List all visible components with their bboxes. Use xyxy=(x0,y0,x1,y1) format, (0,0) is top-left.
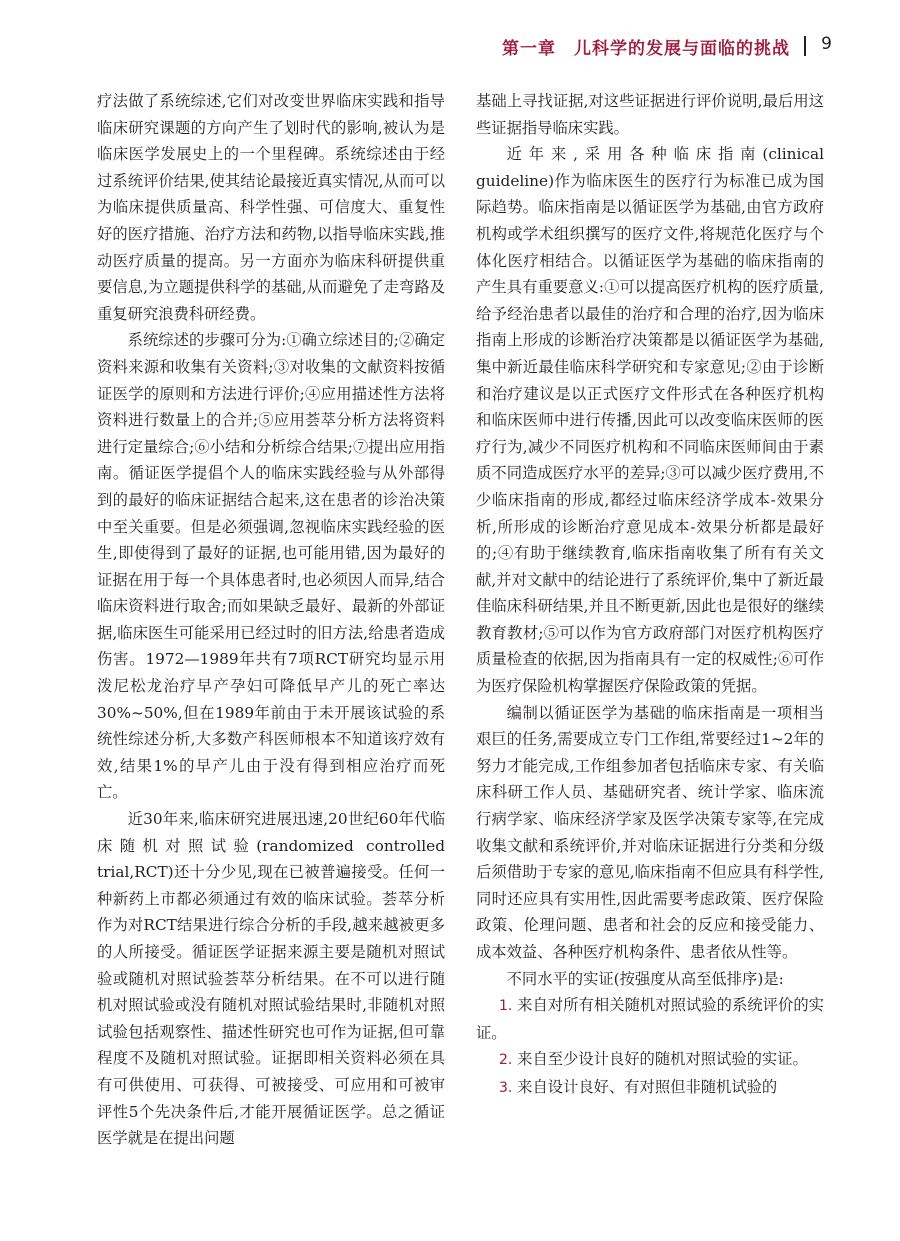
paragraph: 疗法做了系统综述,它们对改变世界临床实践和指导临床研究课题的方向产生了划时代的影响,被认为是临床医学发展史上的一个里程碑。系统综述由于经过系统评价结果,使其结论最接近真实情况,从而可以为临床提供质量高、科学性强、可信度大、重复性好的医疗措施、治疗方法和药物,以指导临床实践,推动医疗质量的提高。另一方面亦为临床科研提供重要信息,为立题提供科学的基础,从而避免了走弯路及重复研究浪费科研经费。 xyxy=(97,92,445,323)
paragraph: 不同水平的实证(按强度从高至低排序)是: xyxy=(506,969,784,988)
right-column xyxy=(476,88,824,1102)
header-separator xyxy=(804,36,806,56)
paragraph: 近年来,采用各种临床指南(clinical guideline)作为临床医生的医疗行为标准已成为国际趋势。临床指南是以循证医学为基础,由官方政府机构或学术组织撰写的医疗文件,将规范化医疗与个体化医疗相结合。以循证医学为基础的临床指南的产生具有重要意义:①可以提高医疗机构的医疗质量,给予经治患者以最佳的治疗和合理的治疗,因为临床指南上形成的诊断治疗决策都是以循证医学为基础,集中新近最佳临床科学研究和专家意见;②由于诊断和治疗建议是以正式医疗文件形式在各种医疗机构和临床医师中进行传播,因此可以改变临床医师的医疗行为,减少不同医疗机构和不同临床医师间由于素质不同造成医疗水平的差异;③可以减少医疗费用,不少临床指南的形成,都经过临床经济学成本-效果分析,所形成的诊断治疗意见成本-效果分析都是最好的;④有助于继续教育,临床指南收集了所有有关文献,并对文献中的结论进行了系统评价,集中了新近最佳临床科研结果,并且不断更新,因此也是很好的继续教育教材;⑤可以作为官方政府部门对医疗机构医疗质量检查的依据,因为指南具有一定的权威性;⑥可作为医疗保险机构掌握医疗保险政策的凭据。 xyxy=(476,145,824,696)
list-text: 来自设计良好、有对照但非随机试验的 xyxy=(517,1077,778,1096)
paragraph: 系统综述的步骤可分为:①确立综述目的;②确定资料来源和收集有关资料;③对收集的文献资料按循证医学的原则和方法进行评价;④应用描述性方法将资料进行数量上的合并;⑤应用荟萃分析方法将资料进行定量综合;⑥小结和分析综合结果;⑦提出应用指南。循证医学提倡个人的临床实践经验与从外部得到的最好的临床证据结合起来,这在患者的诊治决策中至关重要。但是必须强调,忽视临床实践经验的医生,即使得到了最好的证据,也可能用错,因为最好的证据在用于每一个具体患者时,也必须因人而异,结合临床资料进行取舍;而如果缺乏最好、最新的外部证据,临床医生可能采用已经过时的旧方法,给患者造成伤害。1972—1989年共有7项RCT研究均显示用泼尼松龙治疗早产孕妇可降低早产儿的死亡率达30%~50%,但在1989年前由于未开展该试验的系统性综述分析,大多数产科医师根本不知道该疗效有效,结果1%的早产儿由于没有得到相应治疗而死亡。 xyxy=(97,331,445,802)
chapter-title: 第一章 儿科学的发展与面临的挑战 xyxy=(502,39,790,59)
list-item xyxy=(476,1046,824,1074)
left-column xyxy=(97,88,445,1152)
list-number: 2. xyxy=(498,1052,513,1069)
list-item xyxy=(476,992,824,1046)
list-item xyxy=(476,1074,824,1102)
list-text: 来自对所有相关随机对照试验的系统评价的实证。 xyxy=(476,996,824,1042)
list-text: 来自至少设计良好的随机对照试验的实证。 xyxy=(517,1050,808,1069)
list-number: 1. xyxy=(498,998,513,1015)
list-number: 3. xyxy=(498,1079,513,1096)
running-header xyxy=(0,34,900,58)
paragraph: 近30年来,临床研究进展迅速,20世纪60年代临床随机对照试验(randomized controlled trial,RCT)还十分少见,现在已被普遍接受。任何一种新药上市都必须通过有效的临床试验。荟萃分析作为对RCT结果进行综合分析的手段,越来越被更多的人所接受。循证医学证据来源主要是随机对照试验或随机对照试验荟萃分析结果。在不可以进行随机对照试验或没有随机对照试验结果时,非随机对照试验包括观察性、描述性研究也可作为证据,但可靠程度不及随机对照试验。证据即相关资料必须在具有可供使用、可获得、可被接受、可应用和可被审评性5个先决条件后,才能开展循证医学。总之循证医学就是在提出问题 xyxy=(97,810,445,1148)
paragraph: 编制以循证医学为基础的临床指南是一项相当艰巨的任务,需要成立专门工作组,常要经过1~2年的努力才能完成,工作组参加者包括临床专家、有关临床科研工作人员、基础研究者、统计学家、临床流行病学家、临床经济学家及医学决策专家等,在完成收集文献和系统评价,并对临床证据进行分类和分级后须借助于专家的意见,临床指南不但应具有科学性,同时还应具有实用性,因此需要考虑政策、医疗保险政策、伦理问题、患者和社会的反应和接受能力、成本效益、各种医疗机构条件、患者依从性等。 xyxy=(476,703,824,961)
paragraph: 基础上寻找证据,对这些证据进行评价说明,最后用这些证据指导临床实践。 xyxy=(476,92,824,137)
page-number: 9 xyxy=(821,34,832,54)
